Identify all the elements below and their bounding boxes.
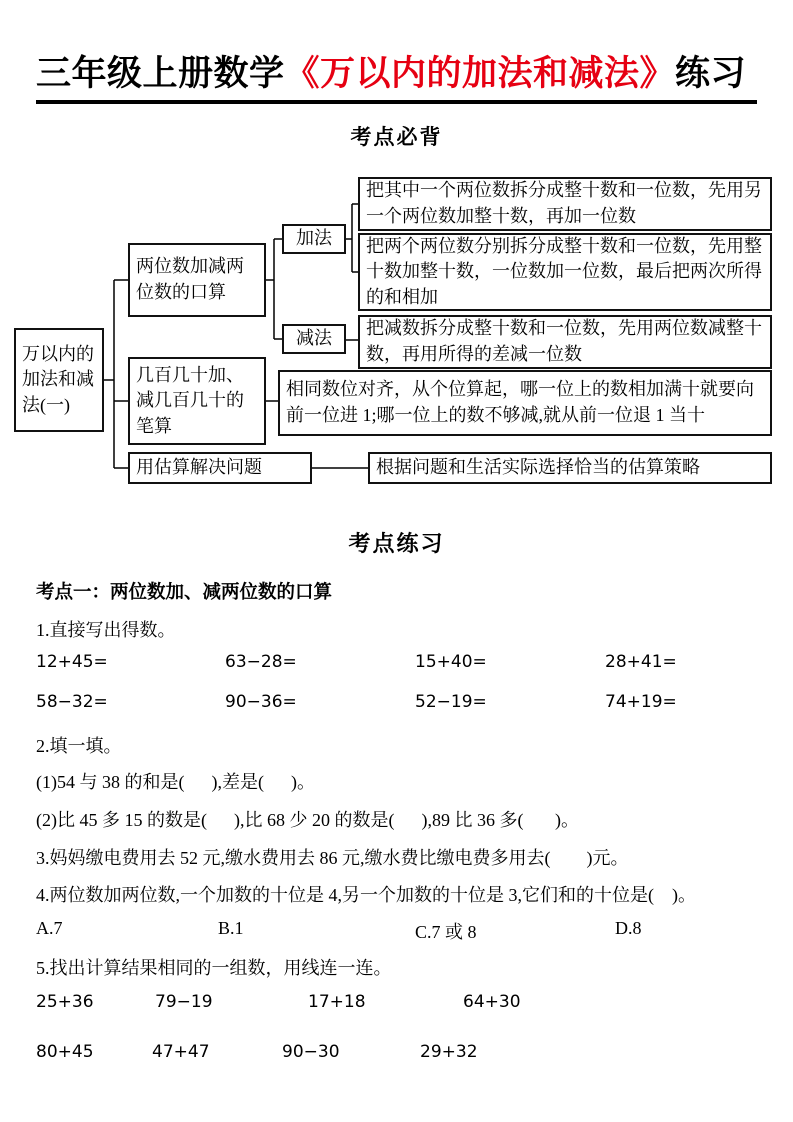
mindmap-root-node: 万以内的加法和减法(一)	[14, 328, 104, 432]
mindmap-node-addition: 加法	[282, 224, 346, 254]
mindmap-detail-estimation-method: 根据问题和生活实际选择恰当的估算策略	[368, 452, 772, 484]
mindmap-branch-oral-calc: 两位数加减两位数的口算	[128, 243, 266, 317]
mindmap-detail-addition-method-2: 把两个两位数分别拆分成整十数和一位数，先用整十数加整十数，一位数加一位数，最后把两次所得的和相加	[358, 233, 772, 311]
question-4-choices	[36, 918, 766, 944]
choice-d: D.8	[615, 918, 642, 938]
title-highlight: 《万以内的加法和减法》	[284, 54, 676, 93]
math-expression: 64+30	[463, 992, 521, 1012]
mindmap-detail-addition-method-1: 把其中一个两位数拆分成整十数和一位数，先用另一个两位数加整十数，再加一位数	[358, 177, 772, 231]
math-expression: 52−19=	[415, 692, 487, 712]
question-1-label: 1.直接写出得数。	[36, 620, 176, 640]
mindmap-detail-written-method: 相同数位对齐，从个位算起，哪一位上的数相加满十就要向前一位进 1;哪一位上的数不够减,就从前一位退 1 当十	[278, 370, 772, 436]
question-1-row-2	[36, 692, 766, 718]
question-3: 3.妈妈缴电费用去 52 元,缴水费用去 86 元,缴水费比缴电费多用去( )元。	[36, 848, 629, 868]
question-2-label: 2.填一填。	[36, 736, 122, 756]
section-heading-practice: 考点练习	[348, 531, 445, 556]
question-2-item-1: (1)54 与 38 的和是( ),差是( )。	[36, 772, 315, 792]
math-expression: 29+32	[420, 1042, 478, 1062]
math-expression: 28+41=	[605, 652, 677, 672]
question-2-item-2: (2)比 45 多 15 的数是( ),比 68 少 20 的数是( ),89 比 36 多( )。	[36, 810, 579, 830]
question-5-label: 5.找出计算结果相同的一组数，用线连一连。	[36, 958, 392, 978]
math-expression: 15+40=	[415, 652, 487, 672]
choice-a: A.7	[36, 918, 63, 938]
question-4: 4.两位数加两位数,一个加数的十位是 4,另一个加数的十位是 3,它们和的十位是( )。	[36, 885, 696, 905]
question-5-row-1	[36, 992, 766, 1018]
math-expression: 74+19=	[605, 692, 677, 712]
math-expression: 90−36=	[225, 692, 297, 712]
title-suffix: 练习	[675, 54, 747, 93]
math-expression: 79−19	[155, 992, 213, 1012]
math-expression: 25+36	[36, 992, 94, 1012]
math-expression: 58−32=	[36, 692, 108, 712]
math-expression: 17+18	[308, 992, 366, 1012]
question-1-row-1	[36, 652, 766, 678]
mindmap-node-subtraction: 减法	[282, 324, 346, 354]
title-prefix: 三年级上册数学	[36, 54, 285, 93]
choice-b: B.1	[218, 918, 244, 938]
topic-heading: 考点一：两位数加、减两位数的口算	[36, 583, 333, 603]
math-expression: 12+45=	[36, 652, 108, 672]
math-expression: 63−28=	[225, 652, 297, 672]
math-expression: 90−30	[282, 1042, 340, 1062]
choice-c: C.7 或 8	[415, 922, 477, 942]
math-expression: 47+47	[152, 1042, 210, 1062]
mindmap-branch-written-calc: 几百几十加、减几百几十的笔算	[128, 357, 266, 445]
question-5-row-2	[36, 1042, 766, 1068]
mindmap-detail-subtraction-method: 把减数拆分成整十数和一位数，先用两位数减整十数，再用所得的差减一位数	[358, 315, 772, 369]
math-expression: 80+45	[36, 1042, 94, 1062]
section-heading-memorize: 考点必背	[350, 125, 443, 149]
mindmap-branch-estimation: 用估算解决问题	[128, 452, 312, 484]
